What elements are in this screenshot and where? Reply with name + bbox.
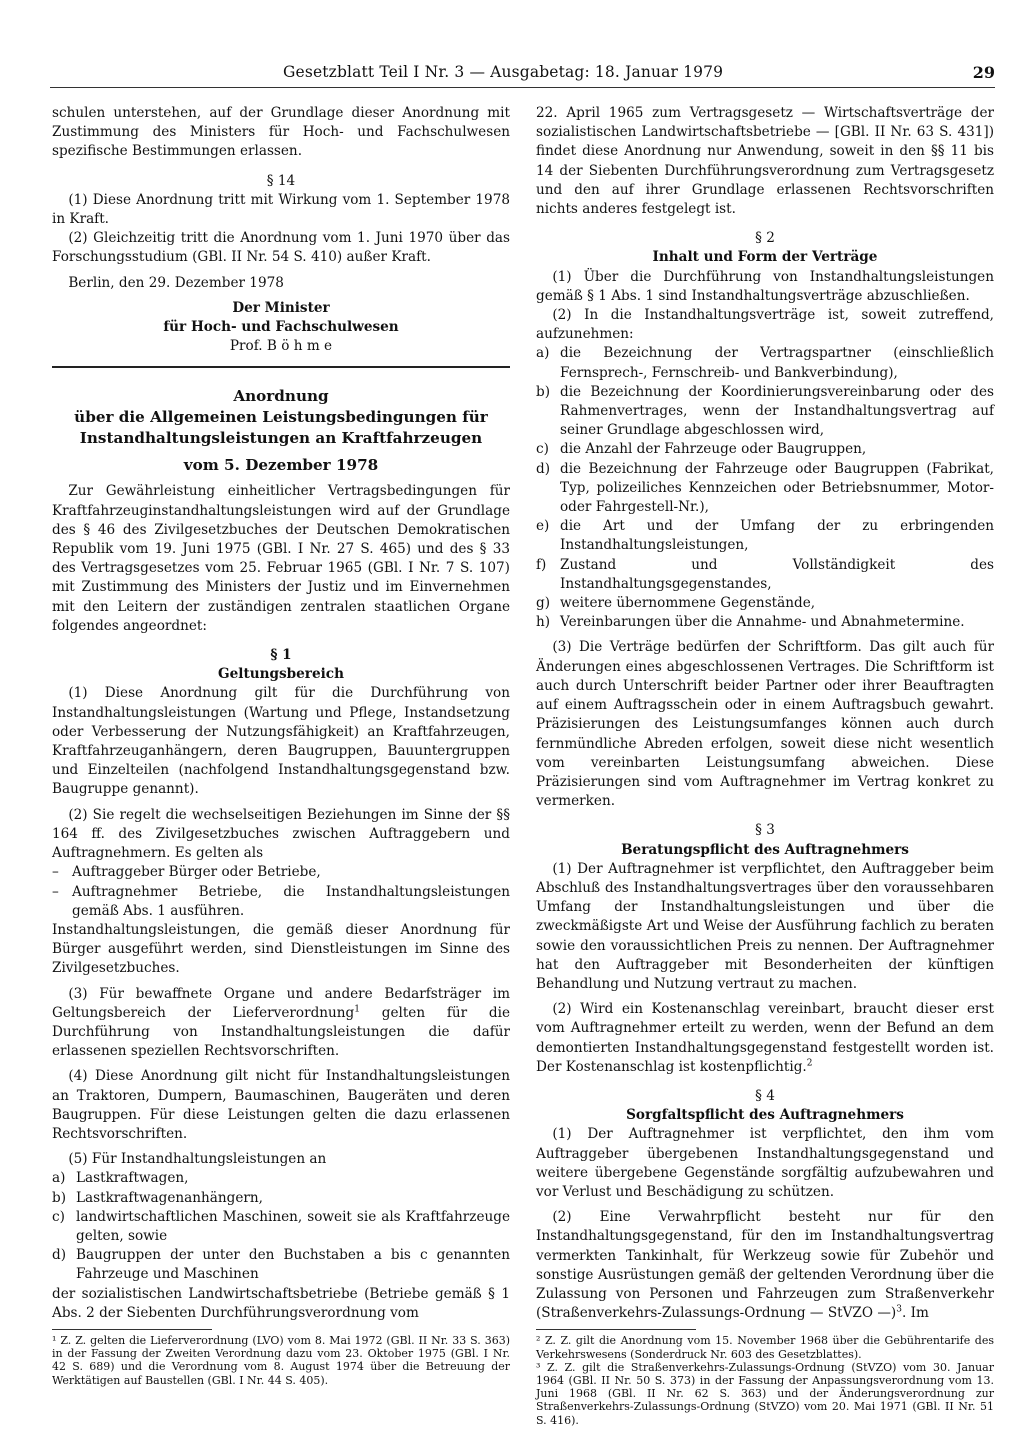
section-1-para-2b: Instandhaltungsleistungen, die gemäß dieser Anordnung für Bürger ausgeführt werden, sind Dienstleistungen im Sinne des Zivilgesetzbuches.	[52, 921, 510, 977]
section-1-para-4: (4) Diese Anordnung gilt nicht für Instandhaltungsleistungen an Traktoren, Dumpern, Baumaschinen, Baugeräten und deren Baugruppen. Für diese Leistungen gelten die dazu erlassenen Rechtsvorschriften.	[52, 1068, 510, 1142]
footnote-ref-1: 1	[354, 1004, 360, 1015]
section-14-para-2: (2) Gleichzeitig tritt die Anordnung vom 1. Juni 1970 über das Forschungsstudium (GBl. II Nr. 54 S. 410) außer Kraft.	[52, 230, 510, 266]
list-item: d) die Bezeichnung der Fahrzeuge oder Baugruppen (Fabrikat, Typ, polizeiliches Kennzeichen oder Betriebsnummer, Motor- oder Fahrgestell-Nr.),	[536, 460, 994, 516]
section-2-heading: § 2	[755, 230, 775, 247]
list-item: – Auftraggeber Bürger oder Betriebe,	[52, 864, 321, 881]
section-1-para-2: (2) Sie regelt die wechselseitigen Beziehungen im Sinne der §§ 164 ff. des Zivilgesetzbuches zwischen Auftraggebern und Auftragnehmern. Es gelten als	[52, 806, 510, 862]
section-1-heading: § 1	[270, 647, 292, 664]
list-item: f) Zustand und Vollständigkeit des Instandhaltungsgegenstandes,	[536, 556, 994, 592]
footnote-2: ² Z. Z. gilt die Anordnung vom 15. November 1968 über die Gebührentarife des Verkehrswesens (Sonderdruck Nr. 603 des Gesetzblattes).	[536, 1334, 994, 1361]
preamble: Zur Gewährleistung einheitlicher Vertragsbedingungen für Kraftfahrzeuginstandhaltungsleistungen wird auf der Grundlage des § 46 des Zivilgesetzbuches der Deutschen Demokratischen Republik vom 19. Juni 1975 (GBl. I Nr. 27 S. 465) und des § 33 des Vertragsgesetzes vom 25. Februar 1965 (GBl. I Nr. 7 S. 107) mit Zustimmung des Ministers der Justiz und im Einvernehmen mit den Leitern der zuständigen zentralen staatlichen Organe folgendes angeordnet:	[52, 483, 510, 634]
title-line-1: Anordnung	[233, 387, 329, 406]
title-line-3: Instandhaltungsleistungen an Kraftfahrzeugen	[79, 429, 483, 448]
footnote-ref-3: 3	[896, 1304, 902, 1315]
list-item: a) Lastkraftwagen,	[52, 1170, 189, 1187]
footnote-1: ¹ Z. Z. gelten die Lieferverordnung (LVO) vom 8. Mai 1972 (GBl. II Nr. 33 S. 363) in der Fassung der Zweiten Verordnung dazu vom 23. Oktober 1975 (GBl. I Nr. 42 S. 689) und die Verordnung vom 8. August 1974 über die Betreuung der Werktätigen auf Baustellen (GBl. I Nr. 44 S. 405).	[52, 1333, 510, 1387]
list-item: b) die Bezeichnung der Koordinierungsvereinbarung oder des Rahmenvertrages, wenn der Instandhaltungsvertrag auf seiner Grundlage abgeschlossen wird,	[536, 383, 994, 439]
section-4-para-2: (2) Eine Verwahrpflicht besteht nur für den Instandhaltungsgegenstand, für den im Instandhaltungsvertrag vermerkten Tankinhalt, für Werkzeug sowie für Zubehör und sonstige Ausrüstungen gemäß der geltenden Verordnung über die Zulassung von Personen und Fahrzeugen zum Straßenverkehr (Straßenverkehrs-Zulassungs-Ordnung — StVZO —)$^3$. Im	[536, 1209, 994, 1322]
list-item: a) die Bezeichnung der Vertragspartner (einschließlich Fernsprech-, Fernschreib- und Bankverbindung),	[536, 345, 994, 381]
section-1-para-5: (5) Für Instandhaltungsleistungen an	[68, 1151, 327, 1168]
section-1-para-3: (3) Für bewaffnete Organe und andere Bedarfsträger im Geltungsbereich der Lieferverordnung$^1$ gelten für die Durchführung von Instandhaltungsleistungen die dafür erlassenen speziellen Rechtsvorschriften.	[52, 985, 510, 1060]
signature-name: Prof. B ö h m e	[229, 338, 333, 355]
page-header	[50, 63, 995, 87]
section-1-title: Geltungsbereich	[218, 666, 344, 683]
list-item: b) Lastkraftwagenanhängern,	[52, 1189, 263, 1206]
signature-line-2: für Hoch- und Fachschulwesen	[163, 319, 399, 336]
section-14-heading: § 14	[266, 172, 296, 189]
section-3-heading: § 3	[755, 822, 775, 839]
list-item: e) die Art und der Umfang der zu erbringenden Instandhaltungsleistungen,	[536, 518, 994, 554]
header-rule	[50, 87, 995, 88]
footnote-ref-2: 2	[806, 1058, 813, 1069]
title-line-2: über die Allgemeinen Leistungsbedingungen für	[74, 408, 488, 427]
left-column	[52, 104, 510, 1387]
section-2-title: Inhalt und Form der Verträge	[652, 249, 878, 266]
section-14-para-1: (1) Diese Anordnung tritt mit Wirkung vom 1. September 1978 in Kraft.	[52, 191, 510, 228]
title-date: vom 5. Dezember 1978	[183, 456, 379, 475]
section-2-para-2: (2) In die Instandhaltungsverträge ist, soweit zutreffend, aufzunehmen:	[536, 307, 994, 343]
place-date: Berlin, den 29. Dezember 1978	[68, 274, 284, 291]
footnote-rule	[52, 1329, 212, 1330]
section-2-para-3: (3) Die Verträge bedürfen der Schriftform. Das gilt auch für Änderungen eines abgeschlossenen Vertrages. Die Schriftform ist auch durch Unterschrift beider Partner oder ihrer Beauftragten auf einem Auftragsschein oder in einem Auftragsbuch gewahrt. Präzisierungen des Leistungsumfanges können auch durch fernmündliche Abreden erfolgen, soweit diese nicht wesentlich vom vereinbarten Leistungsumfang abweichen. Diese Präzisierungen sind vom Auftragnehmer im Vertrag konkret zu vermerken.	[536, 639, 994, 810]
section-4-para-1: (1) Der Auftragnehmer ist verpflichtet, den ihm vom Auftraggeber übergebenen Instandhaltungsgegenstand und weitere übergebene Gegenstände sorgfältig aufzubewahren und vor Verlust und Beschädigung zu schützen.	[536, 1126, 994, 1200]
section-3-para-1: (1) Der Auftragnehmer ist verpflichtet, den Auftraggeber beim Abschluß des Instandhaltungsvertrages über den voraussehbaren Umfang der Instandhaltungsleistungen und über die zweckmäßigste Art und Weise der Ausführung fachlich zu beraten sowie den voraussichtlichen Preis zu nennen. Der Auftragnehmer hat den Auftraggeber mit Besonderheiten der künftigen Behandlung und Nutzung vertraut zu machen.	[536, 860, 994, 992]
continued-paragraph: 22. April 1965 zum Vertragsgesetz — Wirtschaftsverträge der sozialistischen Landwirtschaftsbetriebe — [GBl. II Nr. 63 S. 431]) findet diese Anordnung nur Anwendung, soweit in den §§ 11 bis 14 der Siebenten Durchführungsverordnung zum Vertragsgesetz und den auf ihrer Grundlage erlassenen Rechtsvorschriften nichts anderes festgelegt ist.	[536, 105, 994, 218]
list-item: h) Vereinbarungen über die Annahme- und Abnahmetermine.	[536, 614, 965, 631]
section-3-title: Beratungspflicht des Auftragnehmers	[621, 841, 909, 858]
section-2-para-1: (1) Über die Durchführung von Instandhaltungsleistungen gemäß § 1 Abs. 1 sind Instandhaltungsverträge abzuschließen.	[536, 268, 994, 304]
section-1-para-1: (1) Diese Anordnung gilt für die Durchführung von Instandhaltungsleistungen (Wartung und Pflege, Instandsetzung oder Verbesserung der Nutzungsfähigkeit) an Kraftfahrzeugen, Kraftfahrzeuganhängern, deren Baugruppen, Bauuntergruppen und Einzelteilen (nachfolgend Instandhaltungsgegenstand bzw. Baugruppe genannt).	[52, 685, 510, 798]
running-head: Gesetzblatt Teil I Nr. 3 — Ausgabetag: 18. Januar 1979	[283, 63, 724, 81]
section-3-para-2: (2) Wird ein Kostenanschlag vereinbart, braucht dieser erst vom Auftragnehmer erteilt zu werden, wenn der Befund an dem demontierten Instandhaltungsgegenstand festgestellt worden ist. Der Kostenanschlag ist kostenpflichtig.$^2$	[536, 1001, 994, 1075]
right-column	[536, 104, 994, 1427]
footnote-rule	[536, 1329, 696, 1330]
list-item: g) weitere übernommene Gegenstände,	[536, 595, 816, 612]
list-item: d) Baugruppen der unter den Buchstaben a bis c genannten Fahrzeuge und Maschinen	[52, 1247, 510, 1283]
signature-line-1: Der Minister	[232, 299, 330, 316]
section-4-title: Sorgfaltspflicht des Auftragnehmers	[626, 1107, 904, 1124]
page-number: 29	[972, 63, 995, 82]
list-item: c) landwirtschaftlichen Maschinen, soweit sie als Kraftfahrzeuge gelten, sowie	[52, 1208, 510, 1244]
footnote-3: ³ Z. Z. gilt die Straßenverkehrs-Zulassungs-Ordnung (StVZO) vom 30. Januar 1964 (GBl. II Nr. 50 S. 373) in der Fassung der Anpassungsverordnung vom 13. Juni 1968 (GBl. II Nr. 62 S. 363) und der Änderungsverordnung zur Straßenverkehrs-Zulassungs-Ordnung (StVZO) vom 20. Mai 1971 (GBl. II Nr. 51 S. 416).	[536, 1360, 994, 1427]
list-item: – Auftragnehmer Betriebe, die Instandhaltungsleistungen gemäß Abs. 1 ausführen.	[52, 883, 510, 919]
section-4-heading: § 4	[755, 1087, 775, 1104]
list-item: c) die Anzahl der Fahrzeuge oder Baugruppen,	[536, 441, 867, 458]
section-1-para-5-end: der sozialistischen Landwirtschaftsbetriebe (Betriebe gemäß § 1 Abs. 2 der Siebenten Durchführungsverordnung vom	[52, 1285, 510, 1321]
section-divider	[52, 366, 510, 368]
continued-paragraph: schulen unterstehen, auf der Grundlage dieser Anordnung mit Zustimmung des Ministers für Hoch- und Fachschulwesen spezifische Bestimmungen erlassen.	[52, 105, 510, 160]
